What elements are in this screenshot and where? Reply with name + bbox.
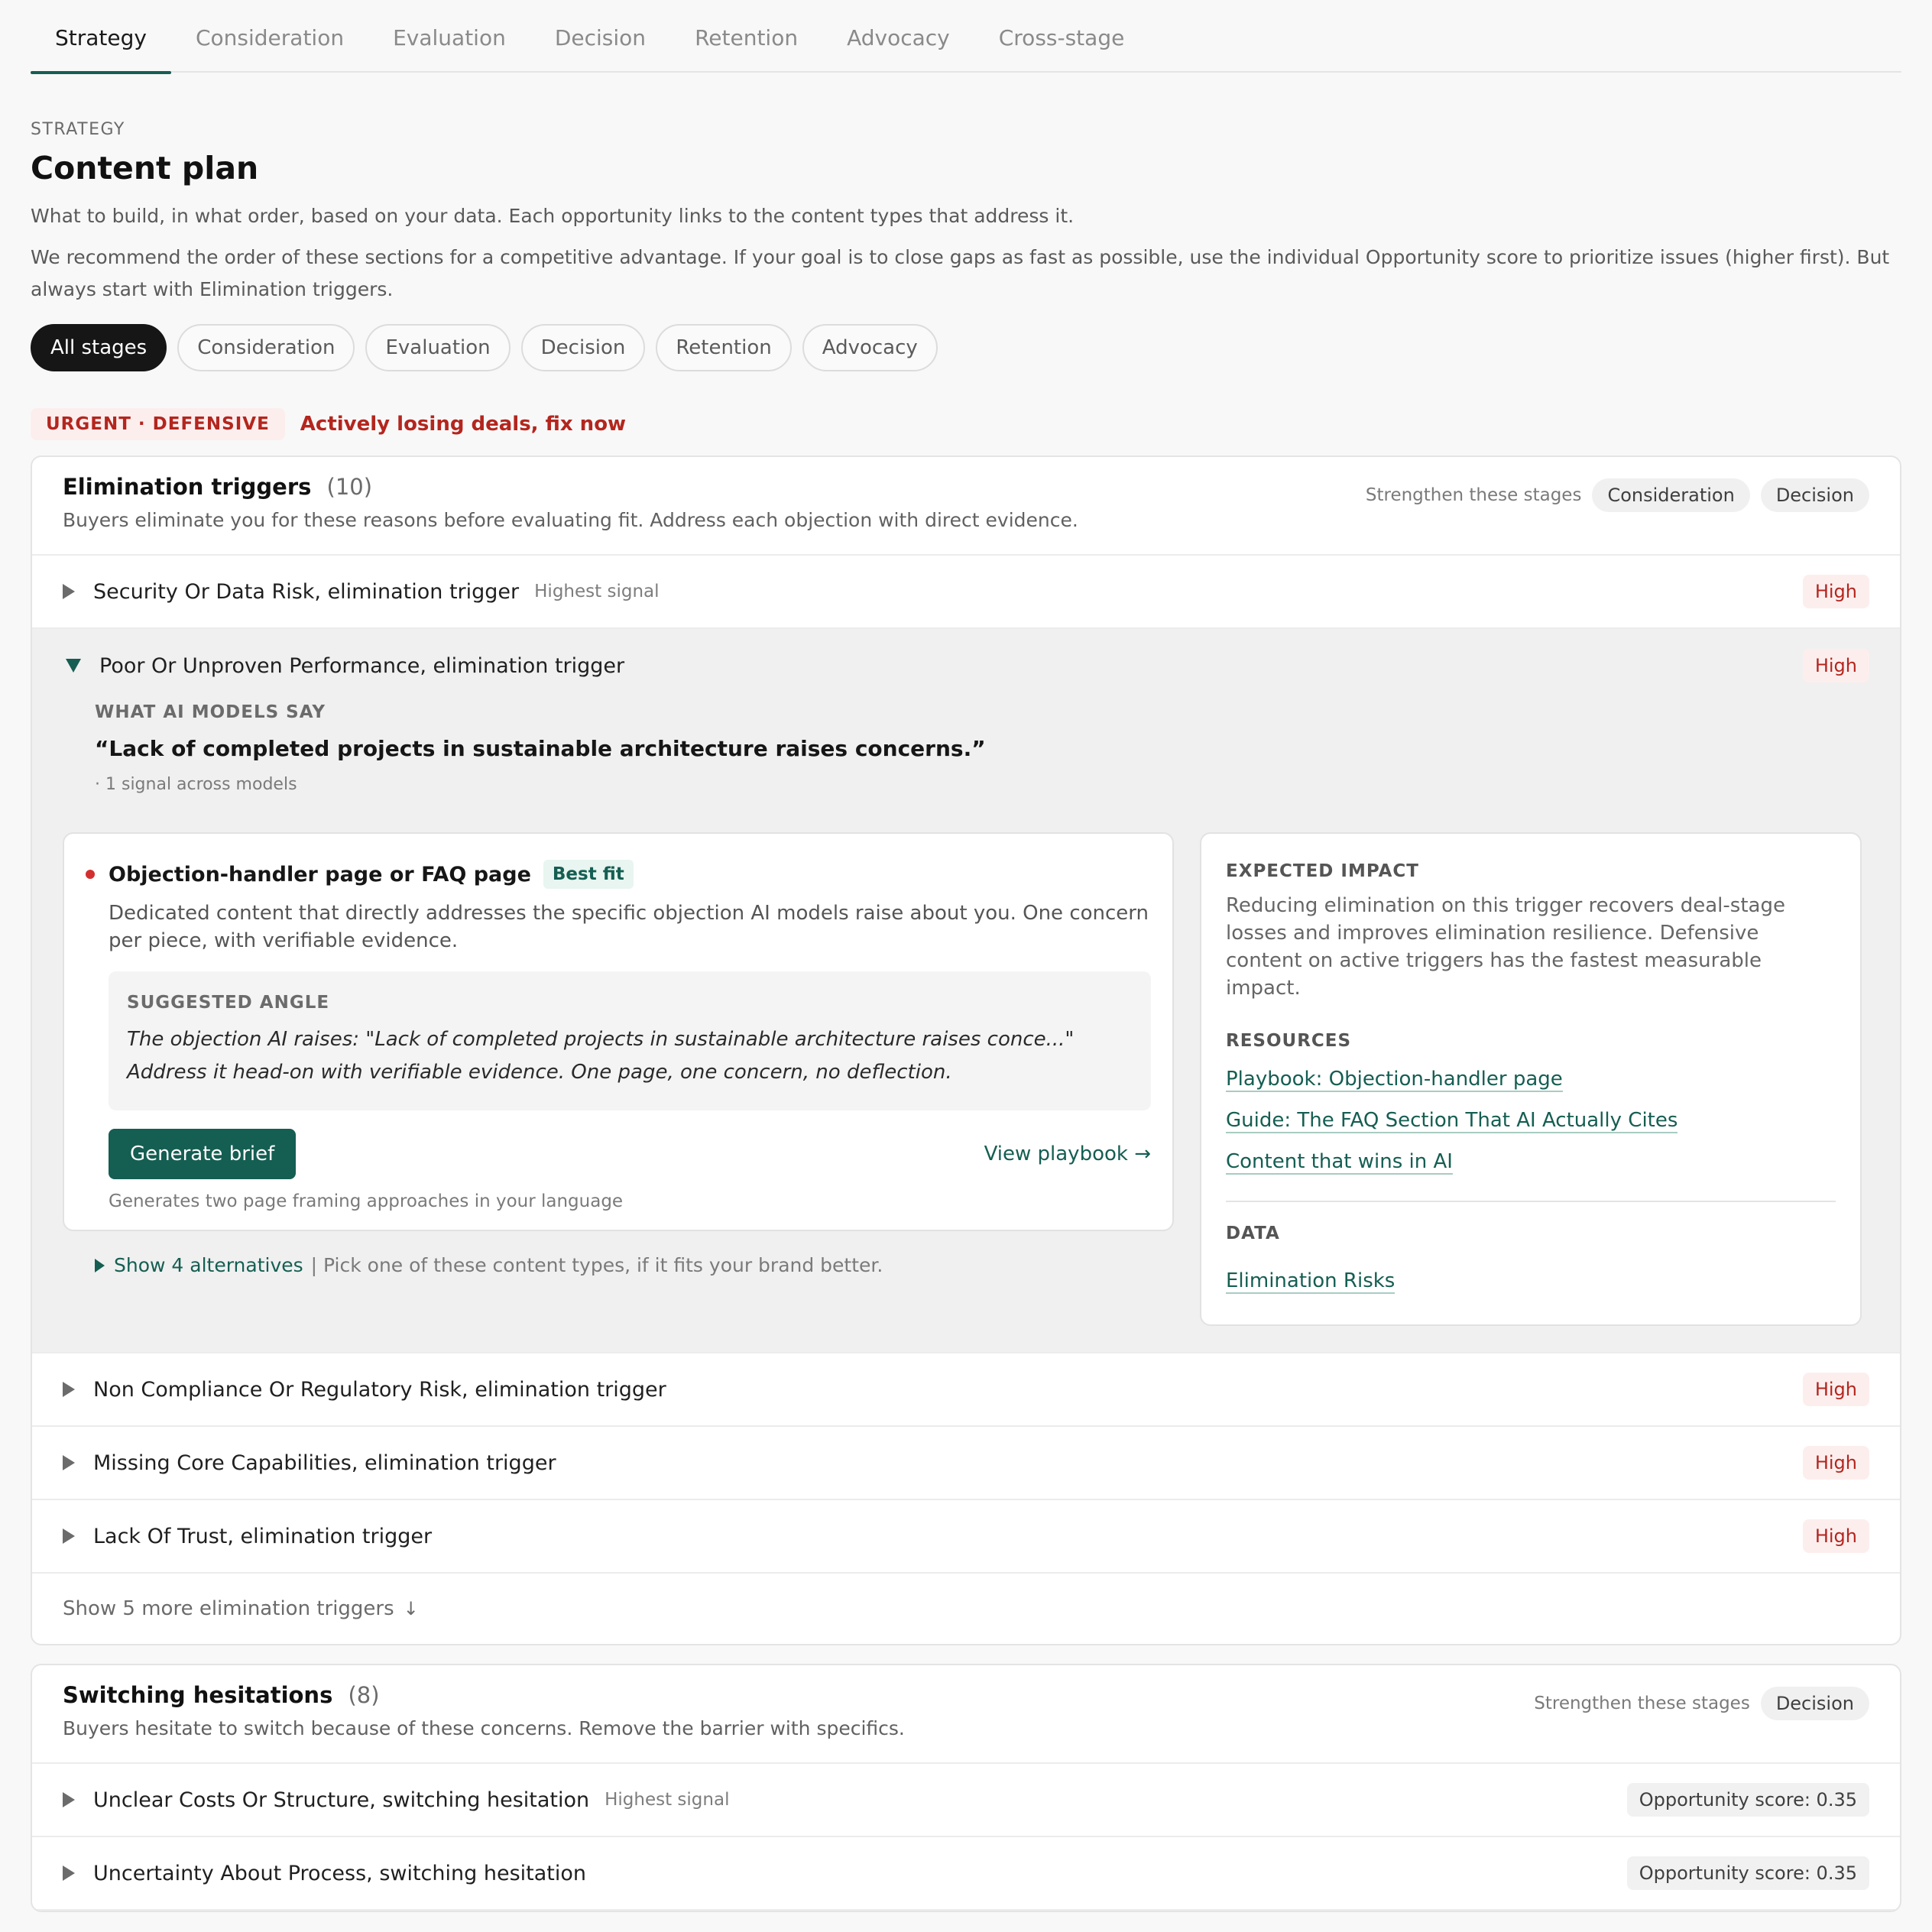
best-fit-badge: Best fit xyxy=(543,860,634,889)
divider xyxy=(1226,1201,1836,1202)
suggested-angle xyxy=(109,971,1151,1110)
tab-advocacy[interactable]: Advocacy xyxy=(847,25,950,50)
resources-eyebrow: RESOURCES xyxy=(1226,1031,1352,1051)
trigger-label: Missing Core Capabilities, elimination trigger xyxy=(93,1451,556,1475)
ai-quote: “Lack of completed projects in sustainable architecture raises concerns.” xyxy=(95,736,986,761)
expanded-trigger xyxy=(32,629,1900,1353)
hesitation-label: Uncertainty About Process, switching hesitation xyxy=(93,1861,586,1885)
hesitation-label: Unclear Costs Or Structure, switching hesitation xyxy=(93,1788,590,1812)
alternatives-row xyxy=(63,1254,1174,1276)
show-alternatives-link[interactable]: Show 4 alternatives xyxy=(114,1254,303,1276)
ai-models-say xyxy=(32,702,1900,794)
trigger-label: Non Compliance Or Regulatory Risk, elimination trigger xyxy=(93,1377,666,1402)
trigger-row[interactable] xyxy=(32,556,1900,629)
filter-advocacy[interactable]: Advocacy xyxy=(802,324,938,371)
card-actions xyxy=(109,1129,1151,1179)
angle-line-1: The objection AI raises: "Lack of completed projects in sustainable architecture raises conce..." xyxy=(127,1028,1075,1051)
priority-badge: High xyxy=(1803,1446,1869,1480)
tab-evaluation[interactable]: Evaluation xyxy=(393,25,506,50)
urgent-banner xyxy=(31,408,1901,440)
tab-decision[interactable]: Decision xyxy=(554,25,647,50)
resource-link[interactable]: Guide: The FAQ Section That AI Actually Cites xyxy=(1226,1109,1678,1132)
section-count: (8) xyxy=(348,1682,380,1708)
impact-eyebrow: EXPECTED IMPACT xyxy=(1226,861,1419,881)
angle-text xyxy=(127,1023,1133,1089)
section-description: Buyers hesitate to switch because of these concerns. Remove the barrier with specifics. xyxy=(63,1717,905,1739)
highest-signal-tag: Highest signal xyxy=(534,582,660,601)
opportunity-score-badge: Opportunity score: 0.35 xyxy=(1627,1856,1869,1890)
section-description: Buyers eliminate you for these reasons before evaluating fit. Address each objection with direct evidence. xyxy=(63,509,1078,531)
hesitation-row[interactable] xyxy=(32,1837,1900,1911)
expand-caret-icon xyxy=(63,1455,75,1470)
expected-impact-card xyxy=(1200,832,1862,1326)
trigger-row[interactable] xyxy=(32,1353,1900,1427)
switching-hesitations-section xyxy=(31,1664,1901,1912)
view-playbook-link[interactable]: View playbook → xyxy=(984,1143,1151,1165)
filter-all-stages[interactable]: All stages xyxy=(31,324,167,371)
strengthen-stages xyxy=(1534,1687,1869,1720)
ai-eyebrow: WHAT AI MODELS SAY xyxy=(95,702,326,722)
page-recommendation: We recommend the order of these sections for a competitive advantage. If your goal is to close gaps as fast as possible, use the individual Opportunity score to prioritize issues (higher first). But always start with Elimination triggers. xyxy=(31,246,1890,300)
alternatives-note: | Pick one of these content types, if it fits your brand better. xyxy=(310,1254,883,1276)
expand-caret-icon xyxy=(63,1792,75,1807)
expand-caret-icon xyxy=(63,584,75,599)
resource-link[interactable]: Playbook: Objection-handler page xyxy=(1226,1068,1563,1091)
tab-cross-stage[interactable]: Cross-stage xyxy=(998,25,1125,50)
page-description: What to build, in what order, based on your data. Each opportunity links to the content types that address it. xyxy=(31,205,1075,227)
stage-filter xyxy=(31,324,1901,371)
content-type-description: Dedicated content that directly addresses the specific objection AI models raise about you. One concern per piece, with verifiable evidence. xyxy=(109,902,1149,952)
signal-count: · 1 signal across models xyxy=(95,775,297,794)
tab-consideration[interactable]: Consideration xyxy=(195,25,345,50)
arrow-down-icon: ↓ xyxy=(403,1598,419,1619)
priority-badge: High xyxy=(1803,649,1869,682)
filter-decision[interactable]: Decision xyxy=(521,324,646,371)
expand-caret-icon xyxy=(95,1259,105,1272)
urgent-badge: URGENT · DEFENSIVE xyxy=(31,408,285,440)
hesitation-row[interactable] xyxy=(32,1764,1900,1837)
section-title xyxy=(63,474,1078,500)
show-more-label: Show 5 more elimination triggers xyxy=(63,1597,394,1620)
strengthen-label: Strengthen these stages xyxy=(1534,1694,1750,1713)
section-title-text: Switching hesitations xyxy=(63,1682,333,1708)
generate-note: Generates two page framing approaches in your language xyxy=(109,1191,624,1211)
expand-caret-icon xyxy=(63,1866,75,1881)
angle-line-2: Address it head-on with verifiable evidence. One page, one concern, no deflection. xyxy=(127,1061,952,1084)
urgent-text: Actively losing deals, fix now xyxy=(300,413,627,436)
collapse-caret-icon xyxy=(66,659,81,673)
filter-retention[interactable]: Retention xyxy=(656,324,791,371)
data-eyebrow: DATA xyxy=(1226,1224,1280,1243)
trigger-row[interactable] xyxy=(32,1500,1900,1574)
impact-text: Reducing elimination on this trigger recovers deal-stage losses and improves elimination resilience. Defensive content on active triggers has the fastest measurable impact. xyxy=(1226,894,1785,1000)
page-eyebrow: STRATEGY xyxy=(31,120,125,139)
content-type-card xyxy=(63,832,1174,1231)
top-tabs xyxy=(31,0,1901,73)
tab-strategy[interactable]: Strategy xyxy=(31,0,171,73)
stage-pill-decision: Decision xyxy=(1761,1687,1869,1720)
section-header xyxy=(32,457,1900,556)
expand-caret-icon xyxy=(63,1528,75,1544)
page-title: Content plan xyxy=(31,150,259,186)
content-type-title: Objection-handler page or FAQ page xyxy=(109,862,531,887)
stage-pill-decision: Decision xyxy=(1761,478,1869,512)
priority-badge: High xyxy=(1803,575,1869,608)
content-type-column xyxy=(63,832,1174,1326)
generate-brief-button[interactable]: Generate brief xyxy=(109,1129,296,1179)
opportunity-score-badge: Opportunity score: 0.35 xyxy=(1627,1783,1869,1817)
strengthen-label: Strengthen these stages xyxy=(1365,485,1582,505)
resource-link[interactable]: Content that wins in AI xyxy=(1226,1150,1453,1173)
trigger-label: Poor Or Unproven Performance, elimination trigger xyxy=(99,653,625,678)
highest-signal-tag: Highest signal xyxy=(605,1790,730,1810)
angle-eyebrow: SUGGESTED ANGLE xyxy=(127,993,330,1013)
section-header xyxy=(32,1665,1900,1764)
data-link[interactable]: Elimination Risks xyxy=(1226,1269,1396,1292)
section-title xyxy=(63,1682,905,1708)
filter-evaluation[interactable]: Evaluation xyxy=(365,324,510,371)
filter-consideration[interactable]: Consideration xyxy=(177,324,355,371)
section-count: (10) xyxy=(326,474,373,500)
resources-list xyxy=(1226,1051,1836,1175)
tab-retention[interactable]: Retention xyxy=(695,25,799,50)
show-more-triggers-button[interactable] xyxy=(32,1574,1900,1644)
trigger-label: Lack Of Trust, elimination trigger xyxy=(93,1524,433,1548)
priority-badge: High xyxy=(1803,1519,1869,1553)
trigger-label: Security Or Data Risk, elimination trigger xyxy=(93,579,520,604)
data-list xyxy=(1226,1243,1836,1294)
trigger-row[interactable] xyxy=(32,1427,1900,1500)
expanded-grid xyxy=(32,832,1900,1326)
section-title-text: Elimination triggers xyxy=(63,474,312,500)
elimination-triggers-section xyxy=(31,455,1901,1645)
trigger-row-expanded[interactable] xyxy=(32,629,1900,702)
strengthen-stages xyxy=(1366,478,1869,512)
expand-caret-icon xyxy=(63,1382,75,1397)
stage-pill-consideration: Consideration xyxy=(1592,478,1749,512)
priority-badge: High xyxy=(1803,1373,1869,1406)
status-dot-icon xyxy=(86,870,95,879)
